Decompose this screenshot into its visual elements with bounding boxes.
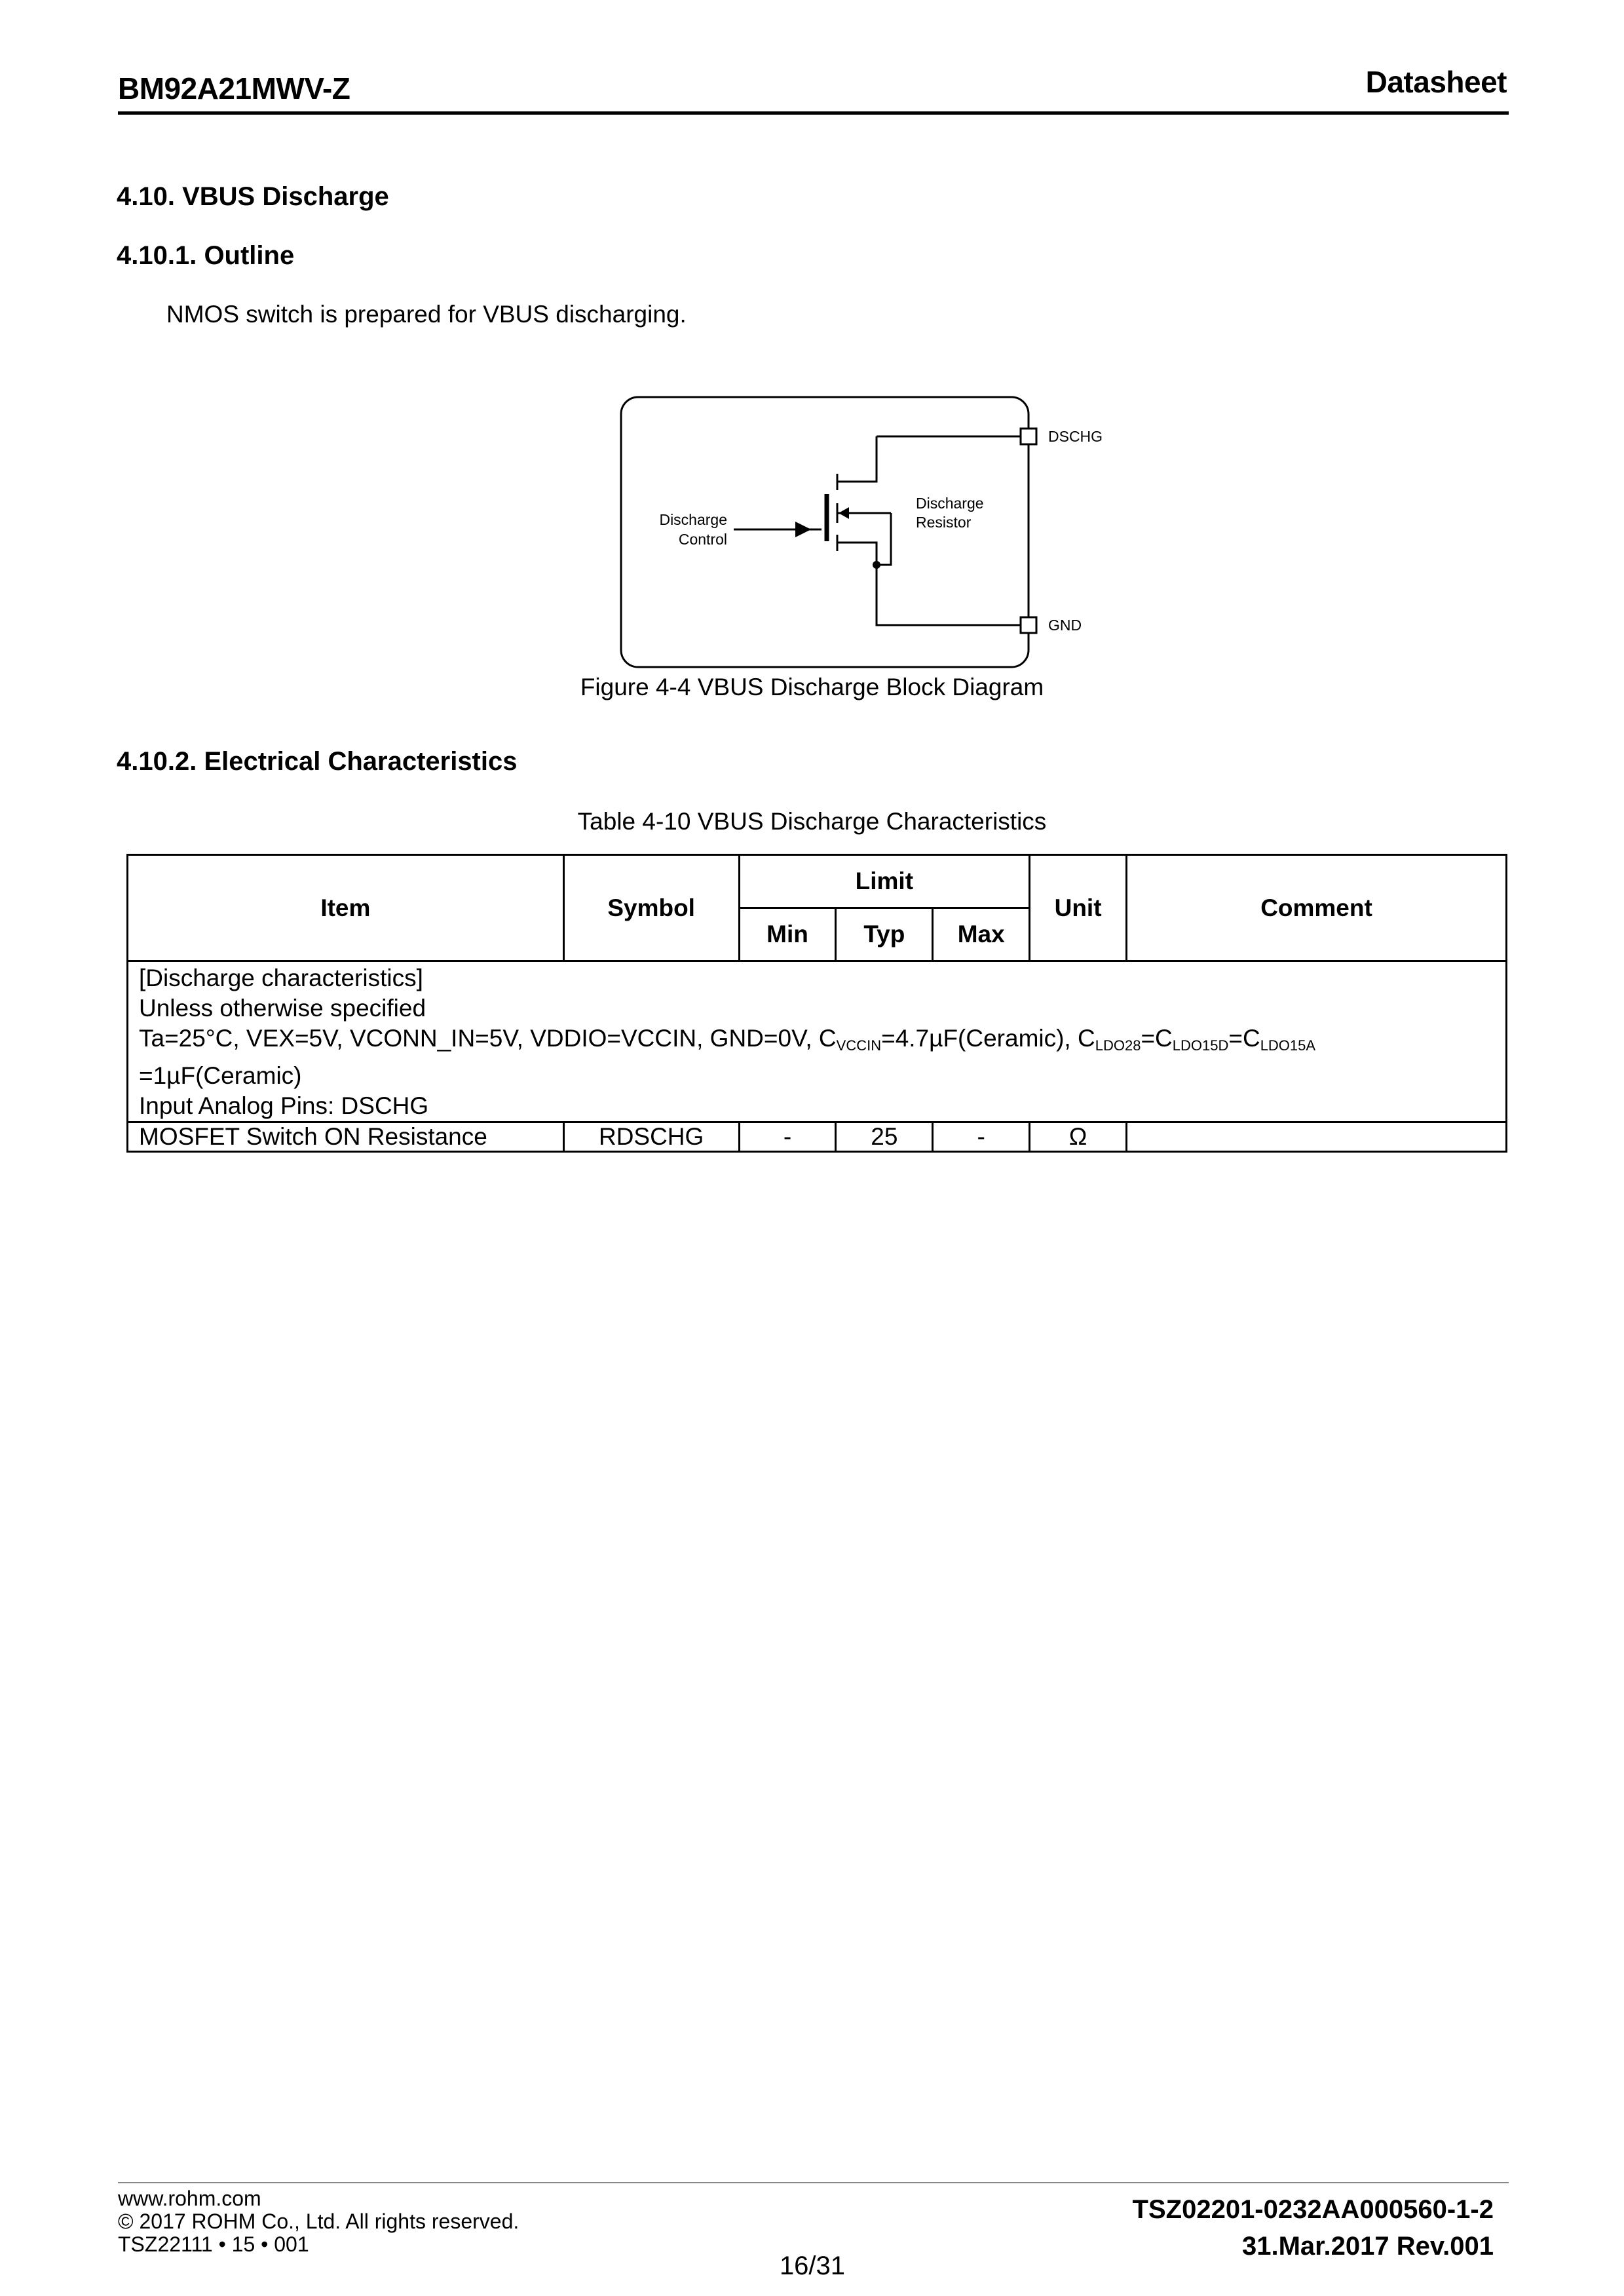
outline-text: NMOS switch is prepared for VBUS discharging. [166,301,687,328]
cell-comment [1127,1122,1507,1152]
source-wire [837,543,877,615]
section-heading: 4.10. VBUS Discharge [117,182,389,211]
table-row [128,1122,1507,1152]
electrical-characteristics-heading: 4.10.2. Electrical Characteristics [117,747,518,776]
conditions-line-1: [Discharge characteristics] [139,965,423,991]
vbus-discharge-block-diagram [616,392,1127,674]
figure-caption: Figure 4-4 VBUS Discharge Block Diagram [580,674,1044,700]
table-caption: Table 4-10 VBUS Discharge Characteristics [577,808,1047,835]
discharge-resistor-label-1: Discharge [916,495,984,512]
header-limit: Limit [739,855,1030,908]
footer-copyright: © 2017 ROHM Co., Ltd. All rights reserved. [118,2210,519,2233]
discharge-control-label-1: Discharge [659,511,727,528]
cell-unit: Ω [1030,1122,1127,1152]
header-typ: Typ [836,908,933,961]
conditions-line-2: Unless otherwise specified [139,995,426,1022]
conditions-line-4: =1µF(Ceramic) [139,1062,302,1089]
footer-divider [118,2182,1509,2183]
cell-item: MOSFET Switch ON Resistance [128,1122,564,1152]
dschg-pin [1021,429,1036,444]
outline-heading: 4.10.1. Outline [117,241,295,270]
document-part-number: BM92A21MWV-Z [118,71,350,105]
cell-min: - [739,1122,836,1152]
conditions-line-3: Ta=25°C, VEX=5V, VCONN_IN=5V, VDDIO=VCCIN, GND=0V, $C_{VCCIN}=4.7\mu F(Ceramic)$, $C_{LDO28}=C_{LDO15D}=C_{LDO15A}$ [139,1025,1316,1054]
header-min: Min [739,908,836,961]
header-unit: Unit [1030,855,1127,961]
document-number: TSZ02201-0232AA000560-1-2 [1132,2195,1494,2224]
conditions-line-5: Input Analog Pins: DSCHG [139,1092,429,1119]
discharge-resistor-label-2: Resistor [916,514,972,531]
gate-arrow [795,522,811,537]
footer-code: TSZ22111 • 15 • 001 [118,2232,309,2256]
gnd-pin-label: GND [1048,617,1082,634]
discharge-control-label-2: Control [678,531,727,548]
header-divider [118,111,1509,115]
document-type: Datasheet [1365,65,1507,99]
document-date-revision: 31.Mar.2017 Rev.001 [1241,2232,1494,2261]
header-item: Item [128,855,564,961]
body-arrow [839,507,849,519]
cell-symbol: RDSCHG [563,1122,739,1152]
page-number: 16/31 [779,2251,846,2280]
footer-website[interactable]: www.rohm.com [118,2187,261,2210]
cell-max: - [933,1122,1030,1152]
cell-typ: 25 [836,1122,933,1152]
header-max: Max [933,908,1030,961]
gnd-wire [877,565,1021,625]
drain-wire [837,436,877,482]
test-conditions [128,961,1507,1122]
header-symbol: Symbol [563,855,739,961]
gnd-pin [1021,617,1036,633]
vbus-discharge-characteristics-table [126,854,1507,1153]
header-comment: Comment [1127,855,1507,961]
body-to-source [877,513,891,565]
dschg-pin-label: DSCHG [1048,428,1103,445]
